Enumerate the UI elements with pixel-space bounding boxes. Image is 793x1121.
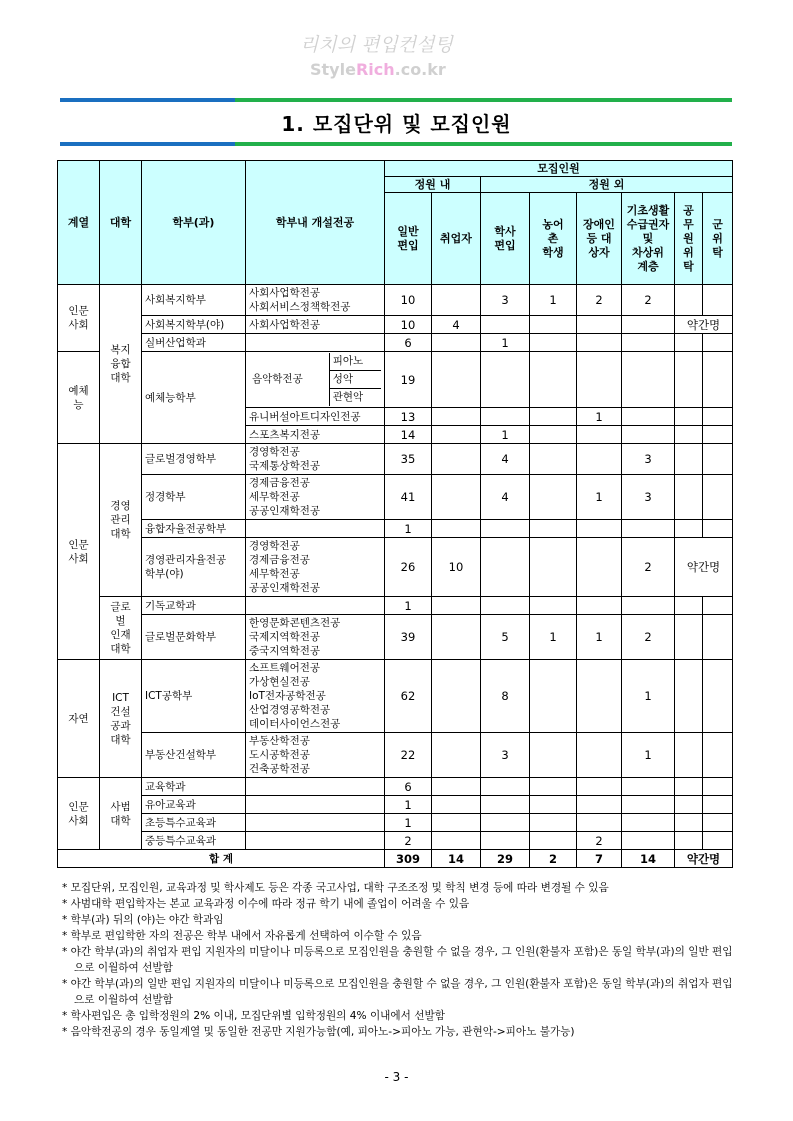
value-cell — [675, 832, 703, 850]
value-cell — [577, 733, 622, 778]
value-cell — [530, 520, 577, 538]
value-cell: 1 — [577, 408, 622, 426]
value-cell — [675, 796, 703, 814]
value-cell — [675, 615, 703, 660]
value-cell: 4 — [481, 475, 530, 520]
value-cell — [530, 426, 577, 444]
value-cell — [675, 733, 703, 778]
value-cell: 41 — [385, 475, 432, 520]
value-cell: 2 — [622, 615, 675, 660]
gyeyeol-cell: 인문 사회 — [58, 778, 100, 850]
value-cell — [432, 832, 481, 850]
value-cell — [481, 778, 530, 796]
value-cell — [622, 597, 675, 615]
value-cell — [577, 316, 622, 334]
total-value: 2 — [530, 850, 577, 868]
college-cell: 경영 관리 대학 — [100, 444, 142, 597]
value-cell — [530, 832, 577, 850]
value-cell — [703, 285, 733, 316]
value-cell — [675, 597, 703, 615]
value-cell: 8 — [481, 660, 530, 733]
value-cell — [432, 444, 481, 475]
college-cell: 글로 벌 인재 대학 — [100, 597, 142, 660]
table-row — [58, 814, 733, 832]
total-value: 14 — [432, 850, 481, 868]
value-cell — [675, 334, 703, 352]
value-cell — [703, 475, 733, 520]
watermark-text: 리치의 편입컨설팅 — [300, 34, 453, 56]
header-col: 농어 촌 학생 — [530, 193, 577, 285]
value-cell — [530, 778, 577, 796]
value-cell — [481, 520, 530, 538]
value-cell — [622, 352, 675, 408]
dept-cell: ICT공학부 — [142, 660, 246, 733]
dept-cell: 글로벌경영학부 — [142, 444, 246, 475]
value-cell: 1 — [385, 796, 432, 814]
value-cell — [675, 444, 703, 475]
value-cell — [481, 832, 530, 850]
value-cell — [675, 408, 703, 426]
value-cell — [703, 733, 733, 778]
table-row — [58, 520, 733, 538]
gyeyeol-cell: 인문 사회 — [58, 444, 100, 660]
header-dept: 학부(과) — [142, 161, 246, 285]
note-item: * 모집단위, 모집인원, 교육과정 및 학사제도 등은 각종 국고사업, 대학 구조조정 및 학칙 변경 등에 따라 변경될 수 있음 — [62, 882, 609, 894]
watermark-url-part: Style — [310, 60, 356, 79]
notes-list — [62, 880, 742, 1040]
value-cell — [432, 778, 481, 796]
header-col: 일반 편입 — [385, 193, 432, 285]
value-cell: 2 — [385, 832, 432, 850]
value-cell — [432, 660, 481, 733]
college-cell: 사범 대학 — [100, 778, 142, 850]
value-cell — [703, 660, 733, 733]
majors-cell: 스포츠복지전공 — [246, 426, 385, 444]
value-cell — [703, 408, 733, 426]
table-row — [58, 475, 733, 520]
value-cell: 5 — [481, 615, 530, 660]
gyeyeol-cell: 자연 — [58, 660, 100, 778]
value-cell: 3 — [481, 285, 530, 316]
value-cell — [675, 778, 703, 796]
value-cell — [530, 733, 577, 778]
note-item: * 음악학전공의 경우 동일계열 및 동일한 전공만 지원가능함(예, 피아노->피아노 가능, 관현악->피아노 불가능) — [62, 1026, 575, 1038]
value-cell — [577, 814, 622, 832]
majors-cell — [246, 832, 385, 850]
table-row — [58, 796, 733, 814]
dept-cell: 기독교학과 — [142, 597, 246, 615]
majors-cell: 사회사업학전공 — [246, 316, 385, 334]
table-row — [58, 832, 733, 850]
value-cell — [530, 597, 577, 615]
dept-cell: 경영관리자율전공 학부(야) — [142, 538, 246, 597]
value-cell: 6 — [385, 334, 432, 352]
dept-cell: 실버산업학과 — [142, 334, 246, 352]
header-col: 군 위 탁 — [703, 193, 733, 285]
total-value: 7 — [577, 850, 622, 868]
majors-cell — [246, 778, 385, 796]
total-label: 합 계 — [58, 850, 385, 868]
majors-cell — [246, 597, 385, 615]
majors-cell: 소프트웨어전공 가상현실전공 IoT전자공학전공 산업경영공학전공 데이터사이언스전공 — [246, 660, 385, 733]
value-cell — [622, 408, 675, 426]
value-cell — [675, 426, 703, 444]
value-cell — [703, 615, 733, 660]
watermark-url — [310, 60, 446, 79]
header-recruit: 모집인원 — [385, 161, 733, 177]
value-cell — [577, 660, 622, 733]
majors-cell: 경영학전공 국제통상학전공 — [246, 444, 385, 475]
page-number: - 3 - — [384, 1070, 409, 1084]
value-cell — [432, 796, 481, 814]
majors-cell: 경제금융전공 세무학전공 공공인재학전공 — [246, 475, 385, 520]
value-cell — [703, 832, 733, 850]
majors-cell — [246, 520, 385, 538]
value-cell — [481, 352, 530, 408]
majors-cell: 사회사업학전공 사회서비스정책학전공 — [246, 285, 385, 316]
value-cell — [481, 814, 530, 832]
dept-cell: 사회복지학부 — [142, 285, 246, 316]
value-cell — [530, 334, 577, 352]
value-cell — [530, 814, 577, 832]
dept-cell: 유아교육과 — [142, 796, 246, 814]
header-outside: 정원 외 — [481, 177, 733, 193]
gyeyeol-cell: 예체 능 — [58, 352, 100, 444]
header-within: 정원 내 — [385, 177, 481, 193]
value-cell: 3 — [622, 444, 675, 475]
value-cell — [432, 334, 481, 352]
value-cell — [622, 316, 675, 334]
value-cell — [432, 408, 481, 426]
header-col: 취업자 — [432, 193, 481, 285]
value-cell: 62 — [385, 660, 432, 733]
value-cell — [675, 660, 703, 733]
value-cell — [577, 520, 622, 538]
value-cell — [530, 475, 577, 520]
table-row — [58, 334, 733, 352]
value-cell — [432, 814, 481, 832]
value-cell — [703, 796, 733, 814]
value-cell: 1 — [622, 733, 675, 778]
header-col: 공 무 원 위 탁 — [675, 193, 703, 285]
value-cell — [577, 444, 622, 475]
value-cell — [530, 316, 577, 334]
value-cell — [481, 796, 530, 814]
value-cell — [703, 778, 733, 796]
table-row — [58, 352, 733, 408]
value-cell: 2 — [577, 832, 622, 850]
sub-major: 관현악 — [329, 389, 381, 407]
value-cell — [481, 538, 530, 597]
major-name: 음악학전공 — [252, 373, 303, 385]
sub-major: 피아노 — [329, 353, 381, 371]
gyeyeol-cell: 인문 사회 — [58, 285, 100, 352]
value-cell — [675, 520, 703, 538]
value-cell — [432, 615, 481, 660]
header-majors: 학부내 개설전공 — [246, 161, 385, 285]
value-cell — [577, 538, 622, 597]
value-cell — [622, 814, 675, 832]
value-cell: 1 — [481, 334, 530, 352]
value-cell: 13 — [385, 408, 432, 426]
note-item: * 사범대학 편입학자는 본교 교육과정 이수에 따라 정규 학기 내에 졸업이 어려울 수 있음 — [62, 898, 470, 910]
value-cell — [432, 352, 481, 408]
value-cell — [577, 597, 622, 615]
value-cell: 1 — [530, 285, 577, 316]
value-cell — [675, 285, 703, 316]
value-cell: 1 — [577, 475, 622, 520]
value-cell — [432, 733, 481, 778]
value-cell: 10 — [385, 285, 432, 316]
dept-cell: 정경학부 — [142, 475, 246, 520]
total-yakgan: 약간명 — [675, 850, 733, 868]
majors-cell: 한영문화콘텐츠전공 국제지역학전공 중국지역학전공 — [246, 615, 385, 660]
total-value: 14 — [622, 850, 675, 868]
majors-cell — [246, 352, 385, 408]
value-cell — [432, 285, 481, 316]
value-cell — [703, 444, 733, 475]
dept-cell: 융합자율전공학부 — [142, 520, 246, 538]
note-item: * 학사편입은 총 입학정원의 2% 이내, 모집단위별 입학정원의 4% 이내에서 선발함 — [62, 1010, 445, 1022]
value-cell: 1 — [481, 426, 530, 444]
table-row — [58, 316, 733, 334]
value-cell: 22 — [385, 733, 432, 778]
dept-cell: 중등특수교육과 — [142, 832, 246, 850]
value-cell — [675, 814, 703, 832]
value-cell — [622, 520, 675, 538]
header-gyeyeol: 계열 — [58, 161, 100, 285]
college-cell: ICT 건설 공과 대학 — [100, 660, 142, 778]
value-cell — [622, 778, 675, 796]
value-cell — [530, 352, 577, 408]
header-col: 기초생활 수급권자 및 차상위 계층 — [622, 193, 675, 285]
table-row — [58, 285, 733, 316]
title-bottom-bar — [60, 142, 732, 146]
college-cell: 복지 융합 대학 — [100, 285, 142, 444]
watermark-url-part: .co.kr — [394, 60, 446, 79]
note-item: * 학부로 편입학한 자의 전공은 학부 내에서 자유롭게 선택하여 이수할 수 있음 — [62, 930, 422, 942]
dept-cell: 부동산건설학부 — [142, 733, 246, 778]
note-item: * 야간 학부(과)의 일반 편입 지원자의 미달이나 미등록으로 모집인원을 충원할 수 없을 경우, 그 인원(환불자 포함)은 동일 학부(과)의 취업자 편입으로 이월하여 선발함 — [62, 978, 733, 1006]
value-cell — [577, 352, 622, 408]
table-row — [58, 778, 733, 796]
value-cell — [481, 597, 530, 615]
value-cell — [703, 426, 733, 444]
value-cell: 2 — [622, 538, 675, 597]
yakgan-cell: 약간명 — [675, 538, 733, 597]
value-cell — [481, 408, 530, 426]
value-cell — [622, 426, 675, 444]
note-item: * 학부(과) 뒤의 (야)는 야간 학과임 — [62, 914, 224, 926]
value-cell: 4 — [432, 316, 481, 334]
value-cell — [432, 475, 481, 520]
total-value: 309 — [385, 850, 432, 868]
value-cell — [622, 334, 675, 352]
dept-cell: 사회복지학부(야) — [142, 316, 246, 334]
value-cell: 1 — [385, 814, 432, 832]
majors-cell — [246, 334, 385, 352]
value-cell — [432, 426, 481, 444]
dept-cell: 교육학과 — [142, 778, 246, 796]
header-college: 대학 — [100, 161, 142, 285]
total-row — [58, 850, 733, 868]
watermark-url-part: Rich — [355, 60, 395, 79]
majors-cell — [246, 796, 385, 814]
value-cell — [530, 408, 577, 426]
value-cell — [577, 334, 622, 352]
value-cell — [622, 796, 675, 814]
header-col: 학사 편입 — [481, 193, 530, 285]
majors-cell: 부동산학전공 도시공학전공 건축공학전공 — [246, 733, 385, 778]
value-cell — [530, 796, 577, 814]
value-cell: 3 — [481, 733, 530, 778]
value-cell: 10 — [432, 538, 481, 597]
table-row — [58, 444, 733, 475]
value-cell: 39 — [385, 615, 432, 660]
value-cell: 14 — [385, 426, 432, 444]
dept-cell: 글로벌문화학부 — [142, 615, 246, 660]
value-cell: 2 — [622, 285, 675, 316]
value-cell — [703, 814, 733, 832]
value-cell: 6 — [385, 778, 432, 796]
value-cell — [530, 538, 577, 597]
value-cell: 35 — [385, 444, 432, 475]
value-cell: 1 — [530, 615, 577, 660]
value-cell — [530, 660, 577, 733]
sub-major: 성악 — [329, 371, 381, 389]
value-cell — [675, 352, 703, 408]
yakgan-cell: 약간명 — [675, 316, 733, 334]
table-row — [58, 660, 733, 733]
title-top-bar — [60, 98, 732, 102]
value-cell — [577, 796, 622, 814]
table-row — [58, 538, 733, 597]
value-cell — [703, 334, 733, 352]
header-col: 장애인 등 대 상자 — [577, 193, 622, 285]
majors-cell: 경영학전공 경제금융전공 세무학전공 공공인재학전공 — [246, 538, 385, 597]
majors-cell: 유니버설아트디자인전공 — [246, 408, 385, 426]
value-cell — [703, 520, 733, 538]
value-cell — [703, 597, 733, 615]
value-cell: 1 — [385, 520, 432, 538]
table-row — [58, 615, 733, 660]
value-cell — [577, 778, 622, 796]
note-item: * 야간 학부(과)의 취업자 편입 지원자의 미달이나 미등록으로 모집인원을 충원할 수 없을 경우, 그 인원(환불자 포함)은 동일 학부(과)의 일반 편입으로 이월하여 선발함 — [62, 946, 733, 974]
value-cell — [432, 597, 481, 615]
value-cell: 19 — [385, 352, 432, 408]
value-cell — [432, 520, 481, 538]
page-title: 1. 모집단위 및 모집인원 — [281, 112, 512, 136]
value-cell: 1 — [385, 597, 432, 615]
dept-cell: 초등특수교육과 — [142, 814, 246, 832]
value-cell — [703, 352, 733, 408]
value-cell — [675, 475, 703, 520]
value-cell — [481, 316, 530, 334]
dept-cell: 예체능학부 — [142, 352, 246, 444]
majors-cell — [246, 814, 385, 832]
value-cell — [530, 444, 577, 475]
total-value: 29 — [481, 850, 530, 868]
value-cell: 2 — [577, 285, 622, 316]
value-cell: 26 — [385, 538, 432, 597]
recruitment-table — [57, 160, 733, 868]
table-row — [58, 597, 733, 615]
table-row — [58, 733, 733, 778]
value-cell: 1 — [577, 615, 622, 660]
value-cell — [577, 426, 622, 444]
value-cell: 3 — [622, 475, 675, 520]
value-cell: 4 — [481, 444, 530, 475]
value-cell: 10 — [385, 316, 432, 334]
value-cell: 1 — [622, 660, 675, 733]
value-cell — [622, 832, 675, 850]
